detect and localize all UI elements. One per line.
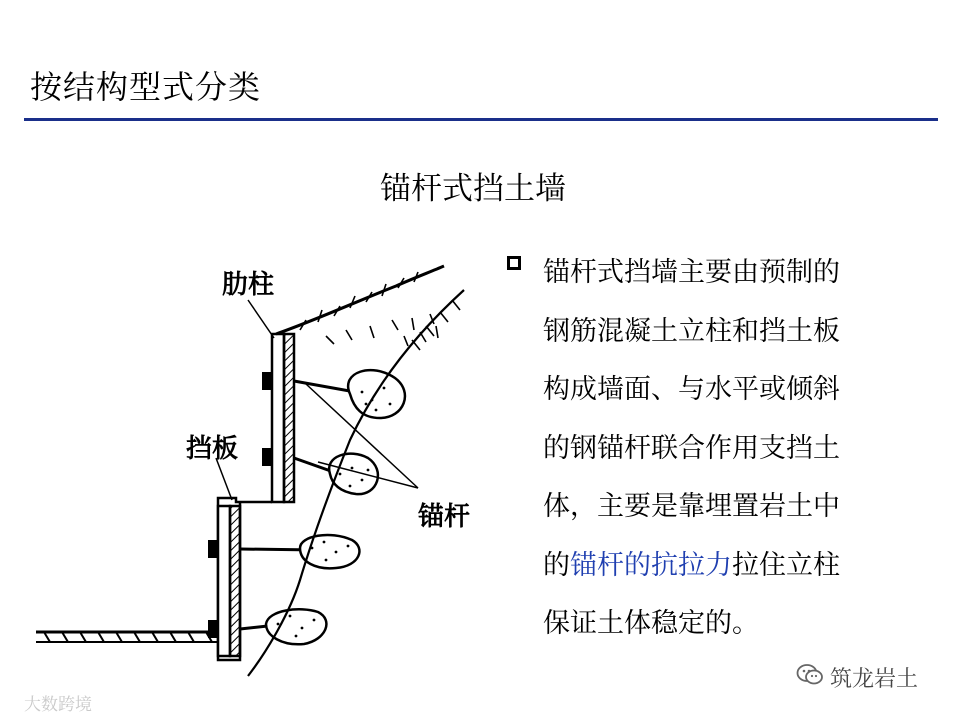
bullet-box-icon xyxy=(507,256,521,270)
page-title: 按结构型式分类 xyxy=(30,68,262,106)
desc-line-6 xyxy=(543,537,913,596)
watermark-left: 大数跨境 xyxy=(24,695,92,715)
slip-surface-ticks xyxy=(412,300,460,350)
wechat-icon xyxy=(796,663,824,693)
desc-line-6-suffix: 拉住立柱 xyxy=(732,549,840,581)
lower-rib-column xyxy=(218,506,240,656)
description-text xyxy=(543,244,913,654)
watermark-right-text: 筑龙岩土 xyxy=(830,667,919,692)
ground-surface xyxy=(36,632,218,642)
desc-line-3: 构成墙面、与水平或倾斜 xyxy=(543,374,840,405)
anchor-rods xyxy=(240,381,372,629)
watermark-right xyxy=(796,662,918,693)
desc-line-6-prefix: 的 xyxy=(543,549,570,581)
upper-rib-column xyxy=(272,334,294,502)
label-panel: 挡板 xyxy=(186,434,239,464)
highlight-text: 锚杆的抗拉力 xyxy=(570,549,732,581)
desc-line-2: 钢筋混凝土立柱和挡土板 xyxy=(543,315,840,347)
desc-line-4: 的钢锚杆联合作用支挡土 xyxy=(543,432,840,464)
slope-surface xyxy=(276,266,444,346)
desc-line-7: 保证土体稳定的。 xyxy=(543,608,759,639)
desc-line-5: 体，主要是靠埋置岩土中 xyxy=(543,491,840,522)
desc-line-1: 锚杆式挡墙主要由预制的 xyxy=(543,257,840,288)
diagram-title: 锚杆式挡土墙 xyxy=(380,171,566,207)
label-anchor-rod: 锚杆 xyxy=(418,502,471,532)
label-rib-column: 肋柱 xyxy=(222,270,275,300)
